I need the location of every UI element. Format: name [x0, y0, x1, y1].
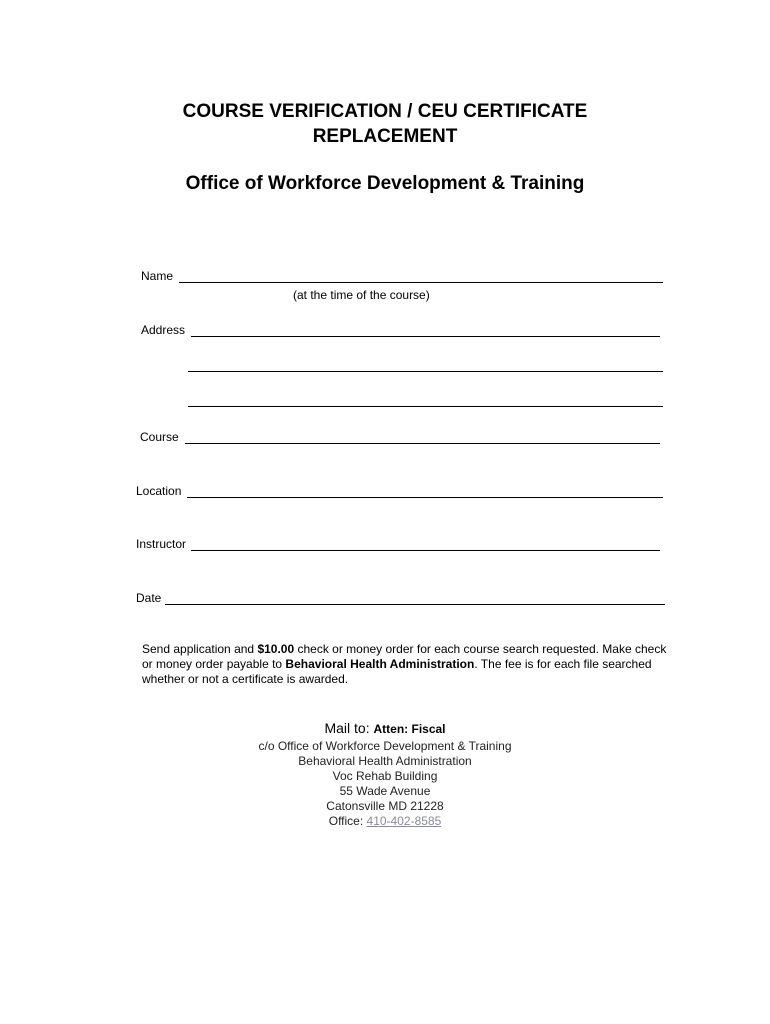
payee-name: Behavioral Health Administration	[285, 657, 475, 671]
mail-to-label: Mail to:	[324, 720, 370, 736]
address-field-line2[interactable]	[188, 371, 663, 372]
mail-line-5: Catonsville MD 21228	[326, 799, 444, 813]
address-field-line3[interactable]	[188, 406, 663, 407]
instructions-text-3: . The fee is for each file searched whether or not a certificate is awarded.	[142, 657, 652, 686]
office-label: Office:	[328, 814, 367, 828]
location-field[interactable]	[187, 497, 663, 498]
office-line	[0, 814, 770, 829]
instructions-paragraph	[142, 642, 672, 687]
course-field[interactable]	[185, 443, 660, 444]
mailing-address	[0, 718, 770, 829]
instructor-field[interactable]	[191, 550, 660, 551]
instructions-text-1: Send application and	[142, 642, 258, 656]
instructor-label: Instructor	[136, 537, 187, 551]
attention-line: Atten: Fiscal	[373, 722, 446, 736]
page-title-line1: COURSE VERIFICATION / CEU CERTIFICATE	[182, 101, 588, 122]
location-label: Location	[136, 484, 182, 498]
page-title-line2: REPLACEMENT	[312, 126, 458, 147]
mail-line-4: 55 Wade Avenue	[339, 784, 431, 798]
date-label: Date	[136, 591, 162, 605]
page-subtitle: Office of Workforce Development & Training	[185, 173, 585, 194]
office-phone-link[interactable]: 410-402-8585	[366, 814, 442, 828]
fee-amount: $10.00	[257, 642, 295, 656]
course-label: Course	[140, 430, 179, 444]
name-hint: (at the time of the course)	[293, 288, 430, 302]
mail-line-3: Voc Rehab Building	[332, 769, 438, 783]
address-field-line1[interactable]	[191, 336, 660, 337]
mail-line-2: Behavioral Health Administration	[298, 754, 472, 768]
mail-line-1: c/o Office of Workforce Development & Training	[258, 739, 512, 753]
date-field[interactable]	[165, 604, 665, 605]
instructions-text-2: check or money order for each course search requested. Make check or money order payable to	[142, 642, 667, 671]
name-label: Name	[141, 269, 174, 283]
address-label: Address	[141, 323, 186, 337]
mail-to-heading	[0, 718, 770, 739]
name-field[interactable]	[179, 282, 663, 283]
